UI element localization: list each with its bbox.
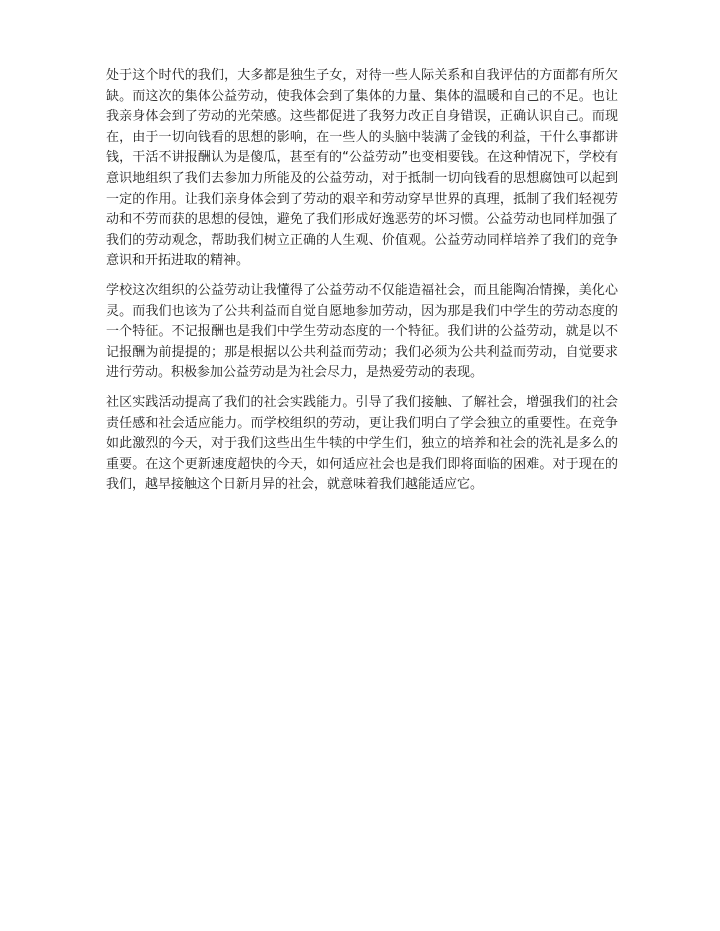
paragraph-1: 处于这个时代的我们，大多都是独生子女，对待一些人际关系和自我评估的方面都有所欠缺。而这次的集体公益劳动，使我体会到了集体的力量、集体的温暖和自己的不足。也让我亲身体会到了劳动的光荣感。这些都促进了我努力改正自身错误，正确认识自己。而现在，由于一切向钱看的思想的影响，在一些人的头脑中装满了金钱的利益，干什么事都讲钱，干活不讲报酬认为是傻瓜，甚至有的“公益劳动”也变相要钱。在这种情况下，学校有意识地组织了我们去参加力所能及的公益劳动，对于抵制一切向钱看的思想腐蚀可以起到一定的作用。让我们亲身体会到了劳动的艰辛和劳动穿早世界的真理，抵制了我们轻视劳动和不劳而获的思想的侵蚀，避免了我们形成好逸恶劳的坏习惯。公益劳动也同样加强了我们的劳动观念，帮助我们树立正确的人生观、价值观。公益劳动同样培养了我们的竞争意识和开拓进取的精神。 [106, 68, 618, 269]
paragraph-2: 学校这次组织的公益劳动让我懂得了公益劳动不仅能造福社会，而且能陶冶情操，美化心灵。而我们也该为了公共利益而自觉自愿地参加劳动，因为那是我们中学生的劳动态度的一个特征。不记报酬也是我们中学生劳动态度的一个特征。我们讲的公益劳动，就是以不记报酬为前提提的；那是根据以公共利益而劳动；我们必须为公共利益而劳动，自觉要求进行劳动。积极参加公益劳动是为社会尽力，是热爱劳动的表现。 [106, 282, 618, 381]
document-body [106, 66, 618, 505]
paragraph-3: 社区实践活动提高了我们的社会实践能力。引导了我们接触、了解社会，增强我们的社会责任感和社会适应能力。而学校组织的劳动，更让我们明白了学会独立的重要性。在竞争如此激烈的今天，对于我们这些出生牛犊的中学生们，独立的培养和社会的洗礼是多么的重要。在这个更新速度超快的今天，如何适应社会也是我们即将面临的困难。对于现在的我们，越早接触这个日新月异的社会，就意味着我们越能适应它。 [106, 394, 618, 493]
